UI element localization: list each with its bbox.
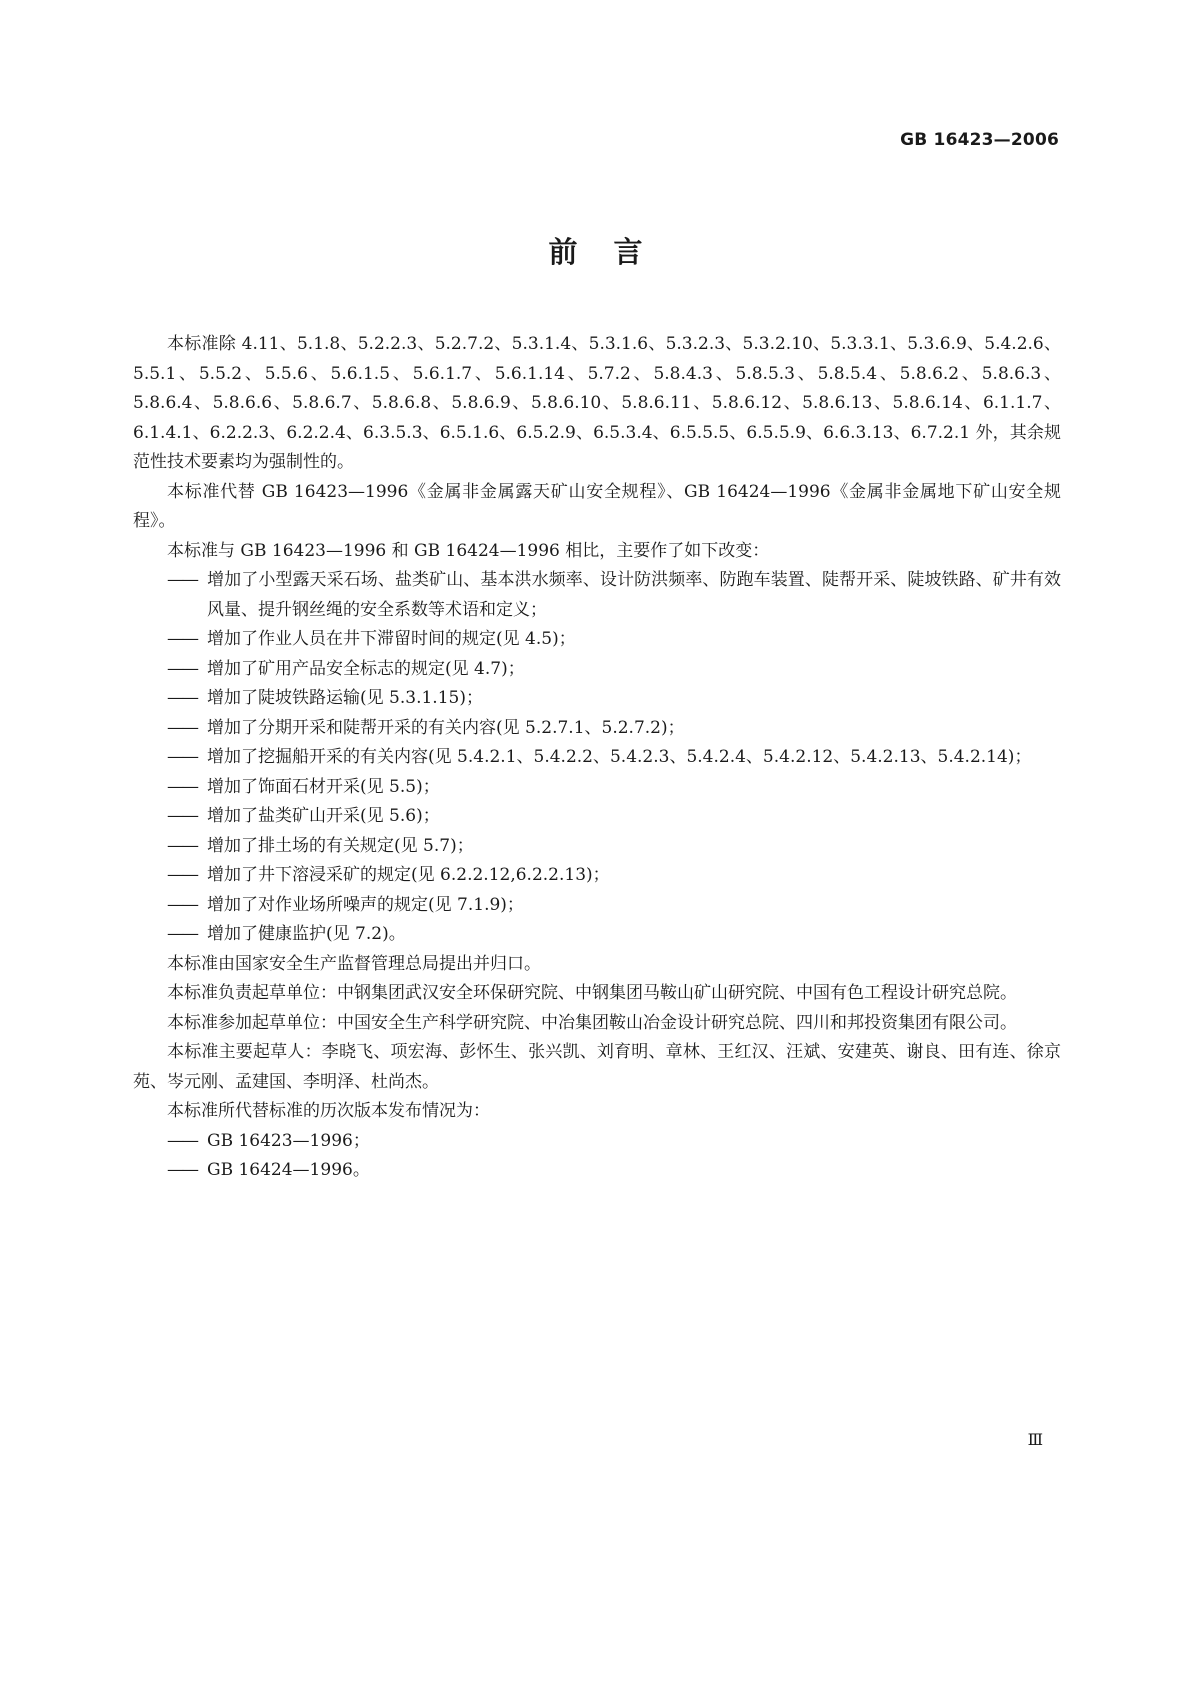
- changes-list: [133, 566, 1061, 950]
- page-title: 前言: [548, 235, 679, 269]
- page-number: Ⅲ: [1027, 1430, 1043, 1449]
- paragraph-previous-versions-intro: 本标准所代替标准的历次版本发布情况为：: [167, 1101, 490, 1121]
- list-item: [133, 743, 1061, 773]
- dash-marker: ——: [167, 806, 197, 826]
- list-item-text: 增加了小型露天采石场、盐类矿山、基本洪水频率、设计防洪频率、防跑车装置、陡帮开采、陡坡铁路、矿井有效风量、提升钢丝绳的安全系数等术语和定义；: [207, 570, 1061, 620]
- list-item-text: 增加了饰面石材开采(见 5.5)；: [207, 776, 440, 797]
- list-item: [133, 1156, 1061, 1186]
- document-body: [133, 330, 1061, 1186]
- paragraph-mandatory-scope: 本标准除 4.11、5.1.8、5.2.2.3、5.2.7.2、5.3.1.4、5.3.1.6、5.3.2.3、5.3.2.10、5.3.3.1、5.3.6.9、5.4.2.6、5.5.1、5.5.2、5.5.6、5.6.1.5、5.6.1.7、5.6.1.14、5.7.2、5.8.4.3、5.8.5.3、5.8.5.4、5.8.6.2、5.8.6.3、5.8.6.4、5.8.6.6、5.8.6.7、5.8.6.8、5.8.6.9、5.8.6.10、5.8.6.11、5.8.6.12、5.8.6.13、5.8.6.14、6.1.1.7、6.1.4.1、6.2.2.3、6.2.2.4、6.3.5.3、6.5.1.6、6.5.2.9、6.5.3.4、6.5.5.5、6.5.5.9、6.6.3.13、6.7.2.1 外，其余规范性技术要素均为强制性的。: [133, 334, 1061, 472]
- dash-marker: ——: [167, 570, 197, 590]
- list-item: [133, 891, 1061, 921]
- list-item-text: 增加了陡坡铁路运输(见 5.3.1.15)；: [207, 688, 483, 708]
- dash-marker: ——: [167, 1130, 197, 1151]
- list-item: [133, 655, 1061, 685]
- list-item-text: 增加了挖掘船开采的有关内容(见 5.4.2.1、5.4.2.2、5.4.2.3、5.4.2.4、5.4.2.12、5.4.2.13、5.4.2.14)；: [207, 747, 1032, 767]
- list-item: [133, 832, 1061, 862]
- dash-marker: ——: [167, 1160, 197, 1180]
- list-item-text: 增加了井下溶浸采矿的规定(见 6.2.2.12,6.2.2.13)；: [207, 865, 610, 885]
- dash-marker: ——: [167, 835, 197, 856]
- standard-number: GB 16423—2006: [900, 130, 1059, 150]
- list-item: [133, 920, 1061, 950]
- dash-marker: ——: [167, 924, 197, 944]
- list-item-text: GB 16424—1996。: [207, 1160, 370, 1180]
- dash-marker: ——: [167, 865, 197, 885]
- dash-marker: ——: [167, 747, 197, 767]
- list-item: [133, 1127, 1061, 1157]
- paragraph-changes-intro: 本标准与 GB 16423—1996 和 GB 16424—1996 相比，主要作了如下改变：: [167, 540, 770, 561]
- list-item-text: 增加了分期开采和陡帮开采的有关内容(见 5.2.7.1、5.2.7.2)；: [207, 717, 685, 738]
- paragraph-proposer: 本标准由国家安全生产监督管理总局提出并归口。: [167, 953, 541, 974]
- list-item-text: 增加了矿用产品安全标志的规定(见 4.7)；: [207, 658, 525, 679]
- paragraph-replaces: 本标准代替 GB 16423—1996《金属非金属露天矿山安全规程》、GB 16424—1996《金属非金属地下矿山安全规程》。: [133, 481, 1061, 531]
- dash-marker: ——: [167, 894, 197, 915]
- list-item-text: GB 16423—1996；: [207, 1130, 370, 1151]
- dash-marker: ——: [167, 776, 197, 797]
- paragraph-drafting-units: 本标准负责起草单位：中钢集团武汉安全环保研究院、中钢集团马鞍山矿山研究院、中国有色工程设计研究总院。: [167, 983, 1017, 1003]
- dash-marker: ——: [167, 658, 197, 679]
- list-item: [133, 684, 1061, 714]
- dash-marker: ——: [167, 688, 197, 708]
- paragraph-drafters: 本标准主要起草人：李晓飞、项宏海、彭怀生、张兴凯、刘育明、章林、王红汉、汪斌、安建英、谢良、田有连、徐京苑、岑元刚、孟建国、李明泽、杜尚杰。: [133, 1042, 1061, 1092]
- list-item-text: 增加了对作业场所噪声的规定(见 7.1.9)；: [207, 894, 524, 915]
- list-item: [133, 714, 1061, 744]
- list-item-text: 增加了健康监护(见 7.2)。: [207, 924, 406, 944]
- list-item: [133, 566, 1061, 625]
- list-item: [133, 861, 1061, 891]
- paragraph-participating-units: 本标准参加起草单位：中国安全生产科学研究院、中冶集团鞍山冶金设计研究总院、四川和邦投资集团有限公司。: [167, 1012, 1017, 1033]
- list-item: [133, 802, 1061, 832]
- list-item-text: 增加了盐类矿山开采(见 5.6)；: [207, 806, 440, 826]
- dash-marker: ——: [167, 629, 197, 649]
- list-item-text: 增加了排土场的有关规定(见 5.7)；: [207, 835, 474, 856]
- list-item: [133, 773, 1061, 803]
- dash-marker: ——: [167, 717, 197, 738]
- list-item: [133, 625, 1061, 655]
- previous-versions-list: [133, 1127, 1061, 1186]
- list-item-text: 增加了作业人员在井下滞留时间的规定(见 4.5)；: [207, 629, 576, 649]
